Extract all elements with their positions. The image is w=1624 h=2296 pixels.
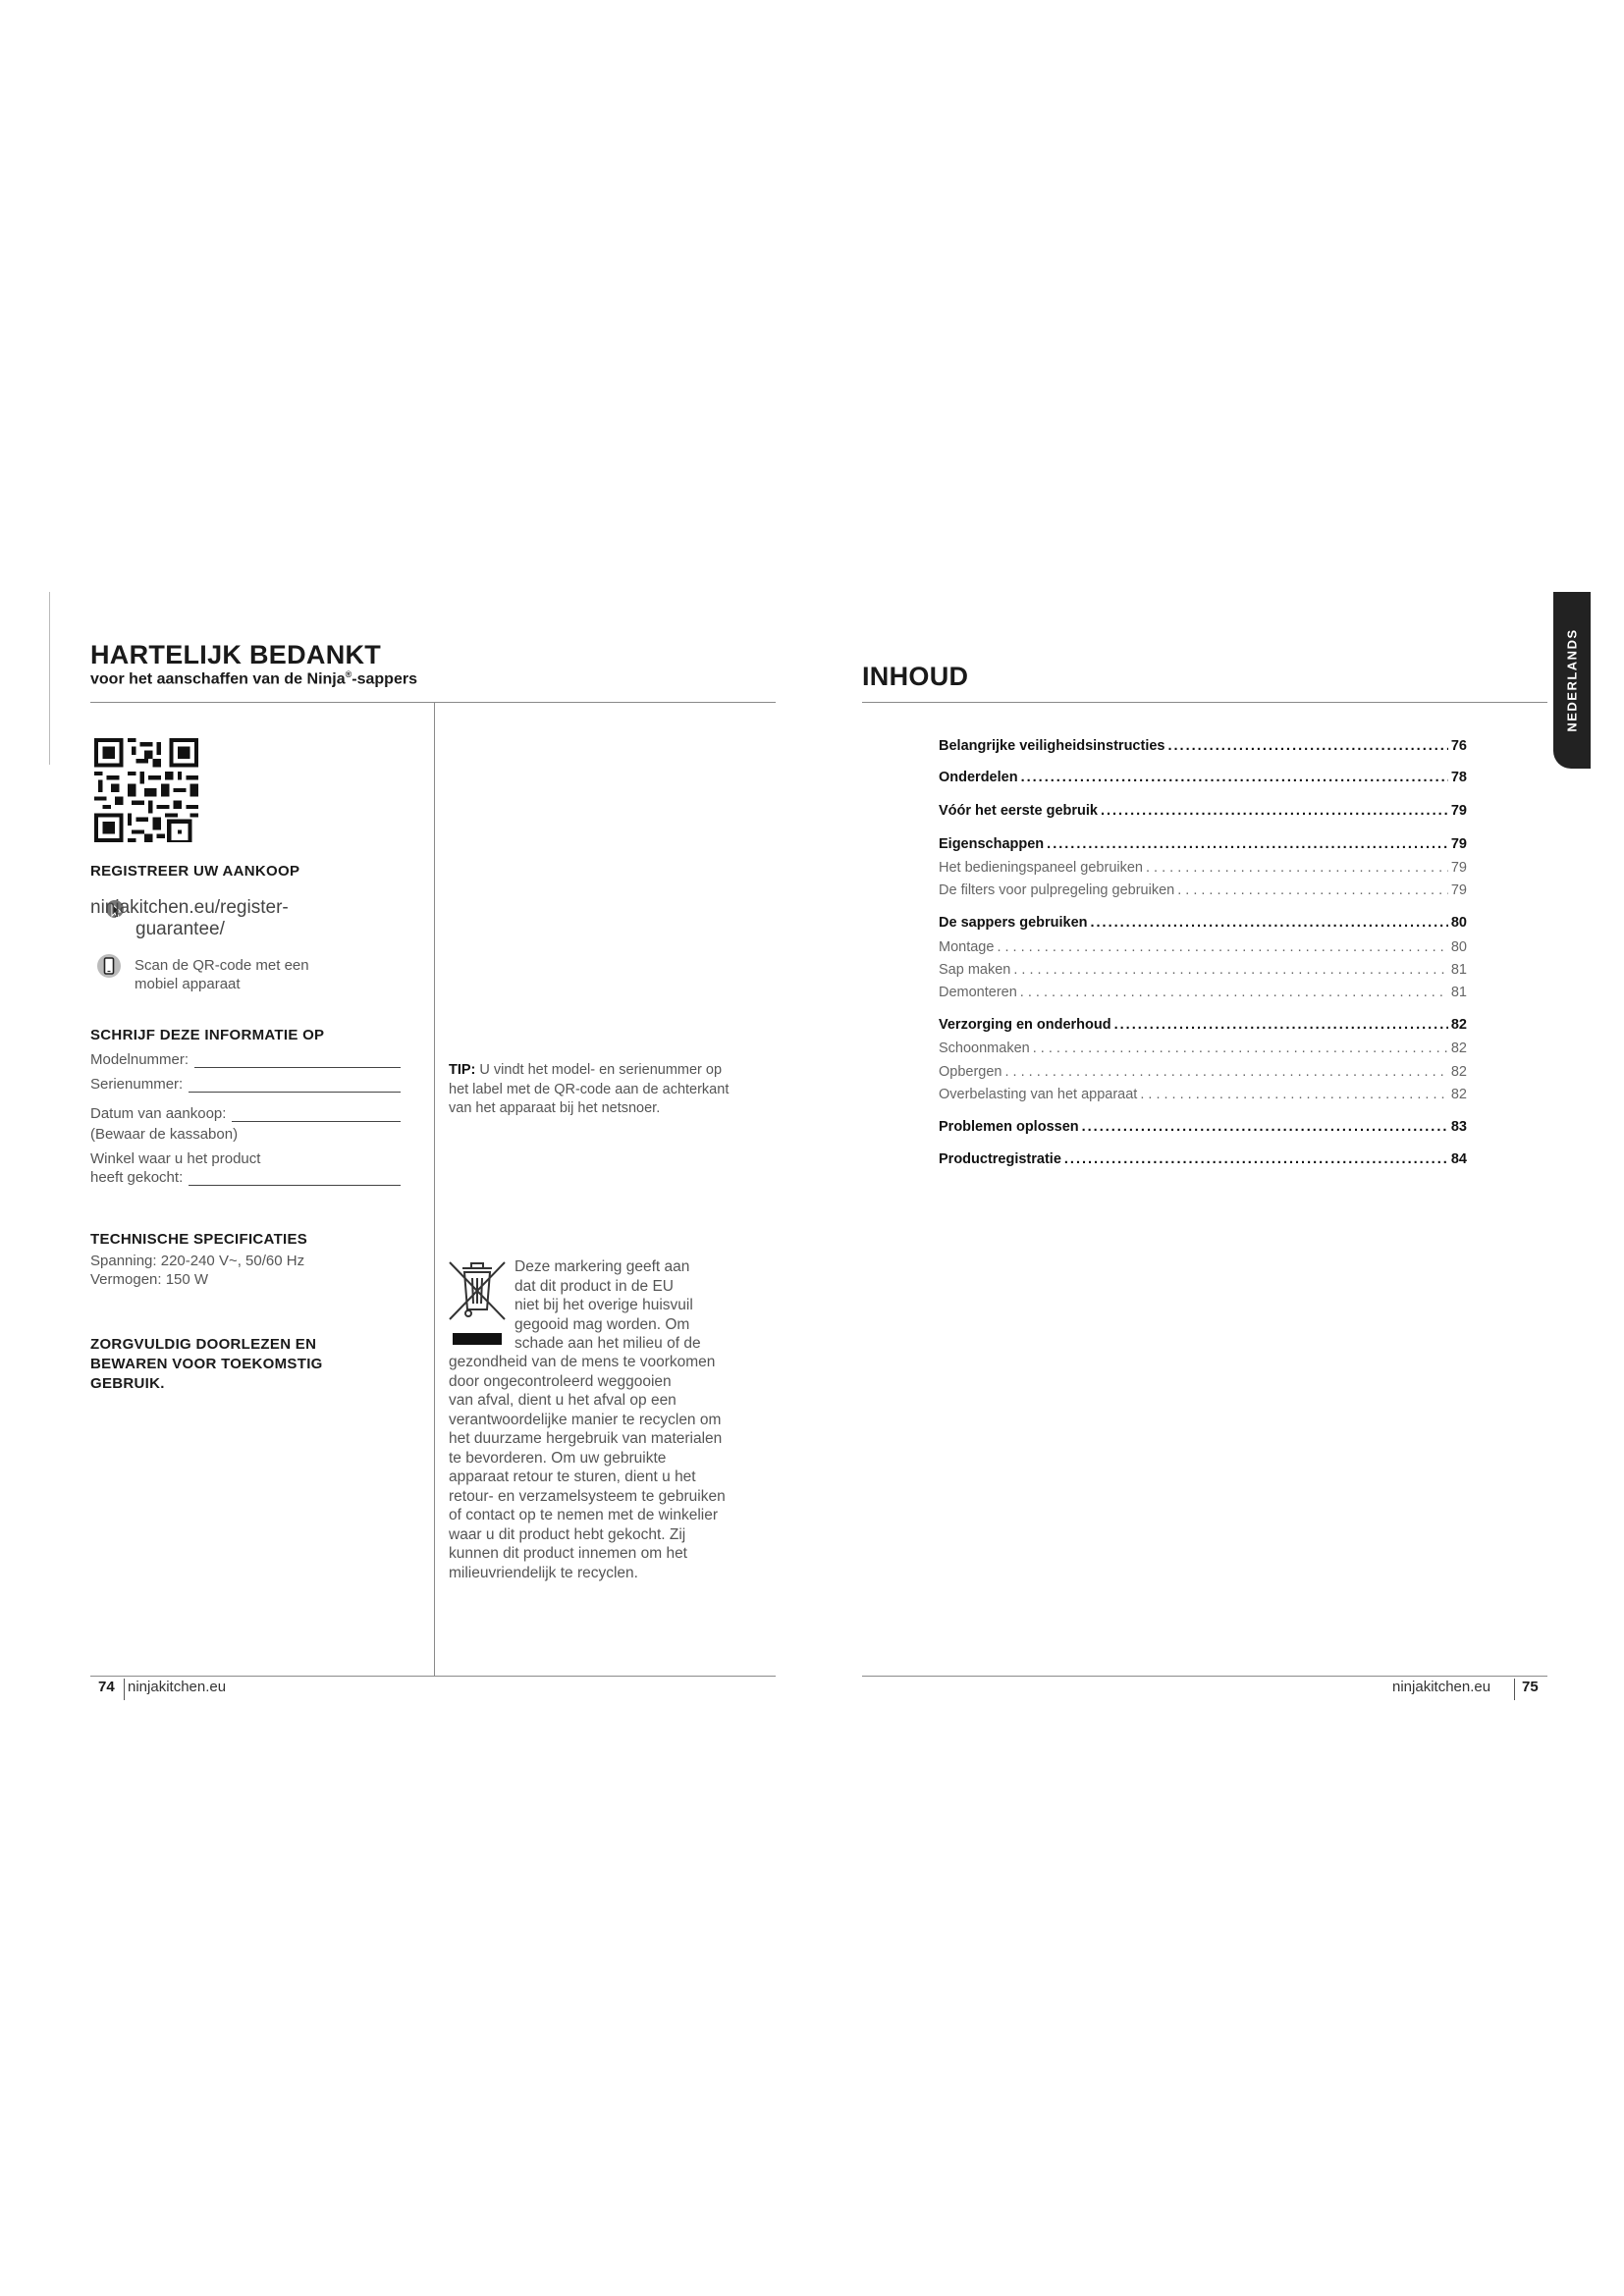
weee-line: milieuvriendelijk te recyclen. <box>449 1564 638 1581</box>
tip-text1: U vindt het model- en serienummer op <box>475 1062 723 1078</box>
toc-entry-label: Onderdelen <box>939 770 1018 785</box>
toc-entry[interactable] <box>939 1119 1467 1135</box>
tip-line2: het label met de QR-code aan de achterkant <box>449 1081 730 1097</box>
scan-line2: mobiel apparaat <box>135 976 241 992</box>
store-line[interactable] <box>189 1171 401 1186</box>
toc-leader-dots <box>1033 1041 1448 1056</box>
weee-line: niet bij het overige huisvuil <box>514 1297 693 1313</box>
register-url-line2[interactable]: guarantee/ <box>135 919 225 939</box>
toc-entry-page: 82 <box>1450 1064 1467 1080</box>
toc-leader-dots <box>1146 860 1448 876</box>
serial-number-line[interactable] <box>189 1078 401 1093</box>
toc-entry-label: Schoonmaken <box>939 1041 1030 1056</box>
toc-entry-label: Montage <box>939 939 995 955</box>
toc-entry-label: Demonteren <box>939 985 1017 1000</box>
weee-line: van afval, dient u het afval op een <box>449 1392 677 1409</box>
toc-leader-dots <box>1047 836 1448 852</box>
qr-code[interactable] <box>94 738 198 842</box>
toc-entry-page: 82 <box>1450 1087 1467 1102</box>
toc-entry[interactable] <box>939 770 1467 785</box>
subtitle-text: voor het aanschaffen van de Ninja <box>90 670 346 688</box>
weee-line: kunnen dit product innemen om het <box>449 1545 687 1562</box>
toc-leader-dots <box>1020 985 1448 1000</box>
toc-leader-dots <box>1091 915 1448 931</box>
language-tab-label: NEDERLANDS <box>1564 628 1580 732</box>
toc-entry-page: 84 <box>1450 1151 1467 1167</box>
registered-mark: ® <box>345 669 352 679</box>
purchase-date-field[interactable] <box>90 1105 401 1122</box>
left-footer-site[interactable]: ninjakitchen.eu <box>128 1679 227 1695</box>
weee-notice-wide <box>449 1353 726 1582</box>
toc-leader-dots <box>1101 803 1448 819</box>
toc-entry[interactable] <box>939 803 1467 819</box>
register-url-line1[interactable]: ninjakitchen.eu/register- <box>90 897 289 918</box>
toc-entry[interactable] <box>939 1151 1467 1167</box>
purchase-date-line[interactable] <box>232 1107 401 1122</box>
toc-entry-label: Overbelasting van het apparaat <box>939 1087 1138 1102</box>
scan-line1: Scan de QR-code met een <box>135 957 309 974</box>
column-divider <box>434 703 435 1677</box>
toc-entry-label: Opbergen <box>939 1064 1002 1080</box>
tip-note <box>449 1061 729 1119</box>
toc-entry-page: 79 <box>1450 803 1467 819</box>
crop-mark-left <box>49 592 50 765</box>
toc-entry-label: Eigenschappen <box>939 836 1045 852</box>
toc-entry-label: Het bedieningspaneel gebruiken <box>939 860 1143 876</box>
specs-heading: TECHNISCHE SPECIFICATIES <box>90 1231 308 1248</box>
store-field[interactable] <box>90 1169 401 1186</box>
toc-leader-dots <box>1005 1064 1448 1080</box>
toc-leader-dots <box>1082 1119 1448 1135</box>
left-page-title: HARTELIJK BEDANKT <box>90 640 382 669</box>
weee-line: gezondheid van de mens te voorkomen <box>449 1354 716 1370</box>
voltage-spec: Spanning: 220-240 V~, 50/60 Hz <box>90 1253 305 1269</box>
toc-title: INHOUD <box>862 662 969 691</box>
toc-entry[interactable] <box>939 1041 1467 1056</box>
scan-instruction <box>135 956 309 993</box>
toc-entry[interactable] <box>939 860 1467 876</box>
toc-entry-page: 81 <box>1450 962 1467 978</box>
toc-entry-label: Problemen oplossen <box>939 1119 1079 1135</box>
serial-number-field[interactable] <box>90 1076 401 1093</box>
toc-entry[interactable] <box>939 1064 1467 1080</box>
info-heading: SCHRIJF DEZE INFORMATIE OP <box>90 1027 325 1043</box>
read-notice-line1: ZORGVULDIG DOORLEZEN EN <box>90 1336 317 1353</box>
toc-entry[interactable] <box>939 915 1467 931</box>
toc-entry-label: De filters voor pulpregeling gebruiken <box>939 882 1175 898</box>
weee-line: of contact op te nemen met de winkelier <box>449 1507 718 1523</box>
footer-rule-left <box>90 1676 776 1677</box>
toc-entry-label: Vóór het eerste gebruik <box>939 803 1098 819</box>
subtitle-end: -sappers <box>352 670 417 688</box>
model-number-field[interactable] <box>90 1051 401 1068</box>
toc-entry-label: Verzorging en onderhoud <box>939 1017 1111 1033</box>
weee-line: apparaat retour te sturen, dient u het <box>449 1468 696 1485</box>
toc-leader-dots <box>997 939 1447 955</box>
toc-leader-dots <box>1021 770 1448 785</box>
footer-rule-right <box>862 1676 1547 1677</box>
toc-entry[interactable] <box>939 738 1467 754</box>
toc-entry-label: Sap maken <box>939 962 1011 978</box>
right-footer-site[interactable]: ninjakitchen.eu <box>1392 1679 1491 1695</box>
toc-entry-page: 81 <box>1450 985 1467 1000</box>
weee-line: schade aan het milieu of de <box>514 1335 701 1352</box>
toc-entry[interactable] <box>939 1087 1467 1102</box>
toc-entry-page: 82 <box>1450 1017 1467 1033</box>
toc-entry[interactable] <box>939 836 1467 852</box>
receipt-note: (Bewaar de kassabon) <box>90 1126 239 1143</box>
weee-line: door ongecontroleerd weggooien <box>449 1372 672 1390</box>
toc-entry-page: 83 <box>1450 1119 1467 1135</box>
toc-entry-page: 79 <box>1450 836 1467 852</box>
right-page-number: 75 <box>1522 1679 1539 1695</box>
mobile-phone-icon <box>96 953 122 979</box>
left-page-subtitle <box>90 669 417 688</box>
footer-divider-left <box>124 1679 125 1700</box>
weee-line: Deze markering geeft aan <box>514 1258 690 1275</box>
read-notice-line2: BEWAREN VOOR TOEKOMSTIG <box>90 1356 323 1372</box>
register-url[interactable] <box>90 897 289 940</box>
toc-leader-dots <box>1064 1151 1448 1167</box>
purchase-date-label: Datum van aankoop: <box>90 1105 227 1122</box>
tip-line1 <box>449 1061 729 1081</box>
model-number-label: Modelnummer: <box>90 1051 189 1068</box>
read-notice-line3: GEBRUIK. <box>90 1375 165 1392</box>
read-notice <box>90 1335 323 1394</box>
tip-line3: van het apparaat bij het netsnoer. <box>449 1100 661 1116</box>
header-rule-left <box>90 702 776 703</box>
toc-entry-page: 78 <box>1450 770 1467 785</box>
toc-leader-dots <box>1167 738 1447 754</box>
weee-line: te bevorderen. Om uw gebruikte <box>449 1449 667 1467</box>
header-rule-right <box>862 702 1547 703</box>
toc-entry-page: 79 <box>1450 882 1467 898</box>
toc-leader-dots <box>1140 1087 1448 1102</box>
toc-entry-page: 80 <box>1450 939 1467 955</box>
weee-line: dat dit product in de EU <box>514 1277 674 1295</box>
serial-number-label: Serienummer: <box>90 1076 184 1093</box>
weee-line: waar u dit product hebt gekocht. Zij <box>449 1525 686 1543</box>
model-number-line[interactable] <box>194 1053 401 1068</box>
toc-entry[interactable] <box>939 962 1467 978</box>
toc-entry-label: Productregistratie <box>939 1151 1061 1167</box>
weee-line: verantwoordelijke manier te recyclen om <box>449 1411 722 1428</box>
tip-label: TIP: <box>449 1062 476 1078</box>
toc-entry-page: 76 <box>1450 738 1467 754</box>
toc-entry[interactable] <box>939 1017 1467 1033</box>
weee-line: het duurzame hergebruik van materialen <box>449 1430 723 1447</box>
weee-notice-narrow <box>514 1257 701 1354</box>
toc-entry[interactable] <box>939 985 1467 1000</box>
footer-divider-right <box>1514 1679 1515 1700</box>
toc-entry-label: De sappers gebruiken <box>939 915 1088 931</box>
toc-entry-page: 79 <box>1450 860 1467 876</box>
toc-entry[interactable] <box>939 939 1467 955</box>
toc-leader-dots <box>1114 1017 1448 1033</box>
store-label-line2: heeft gekocht: <box>90 1169 184 1186</box>
weee-line: retour- en verzamelsysteem te gebruiken <box>449 1487 726 1505</box>
toc-entry-page: 80 <box>1450 915 1467 931</box>
power-spec: Vermogen: 150 W <box>90 1271 209 1288</box>
register-heading: REGISTREER UW AANKOOP <box>90 863 300 880</box>
toc-entry[interactable] <box>939 882 1467 898</box>
toc-entry-page: 82 <box>1450 1041 1467 1056</box>
toc-leader-dots <box>1013 962 1448 978</box>
weee-crossed-bin-icon <box>446 1258 509 1347</box>
store-label-line1: Winkel waar u het product <box>90 1150 261 1167</box>
weee-line: gegooid mag worden. Om <box>514 1315 690 1333</box>
toc-entry-label: Belangrijke veiligheidsinstructies <box>939 738 1165 754</box>
toc-leader-dots <box>1177 882 1448 898</box>
left-page-number: 74 <box>98 1679 115 1695</box>
